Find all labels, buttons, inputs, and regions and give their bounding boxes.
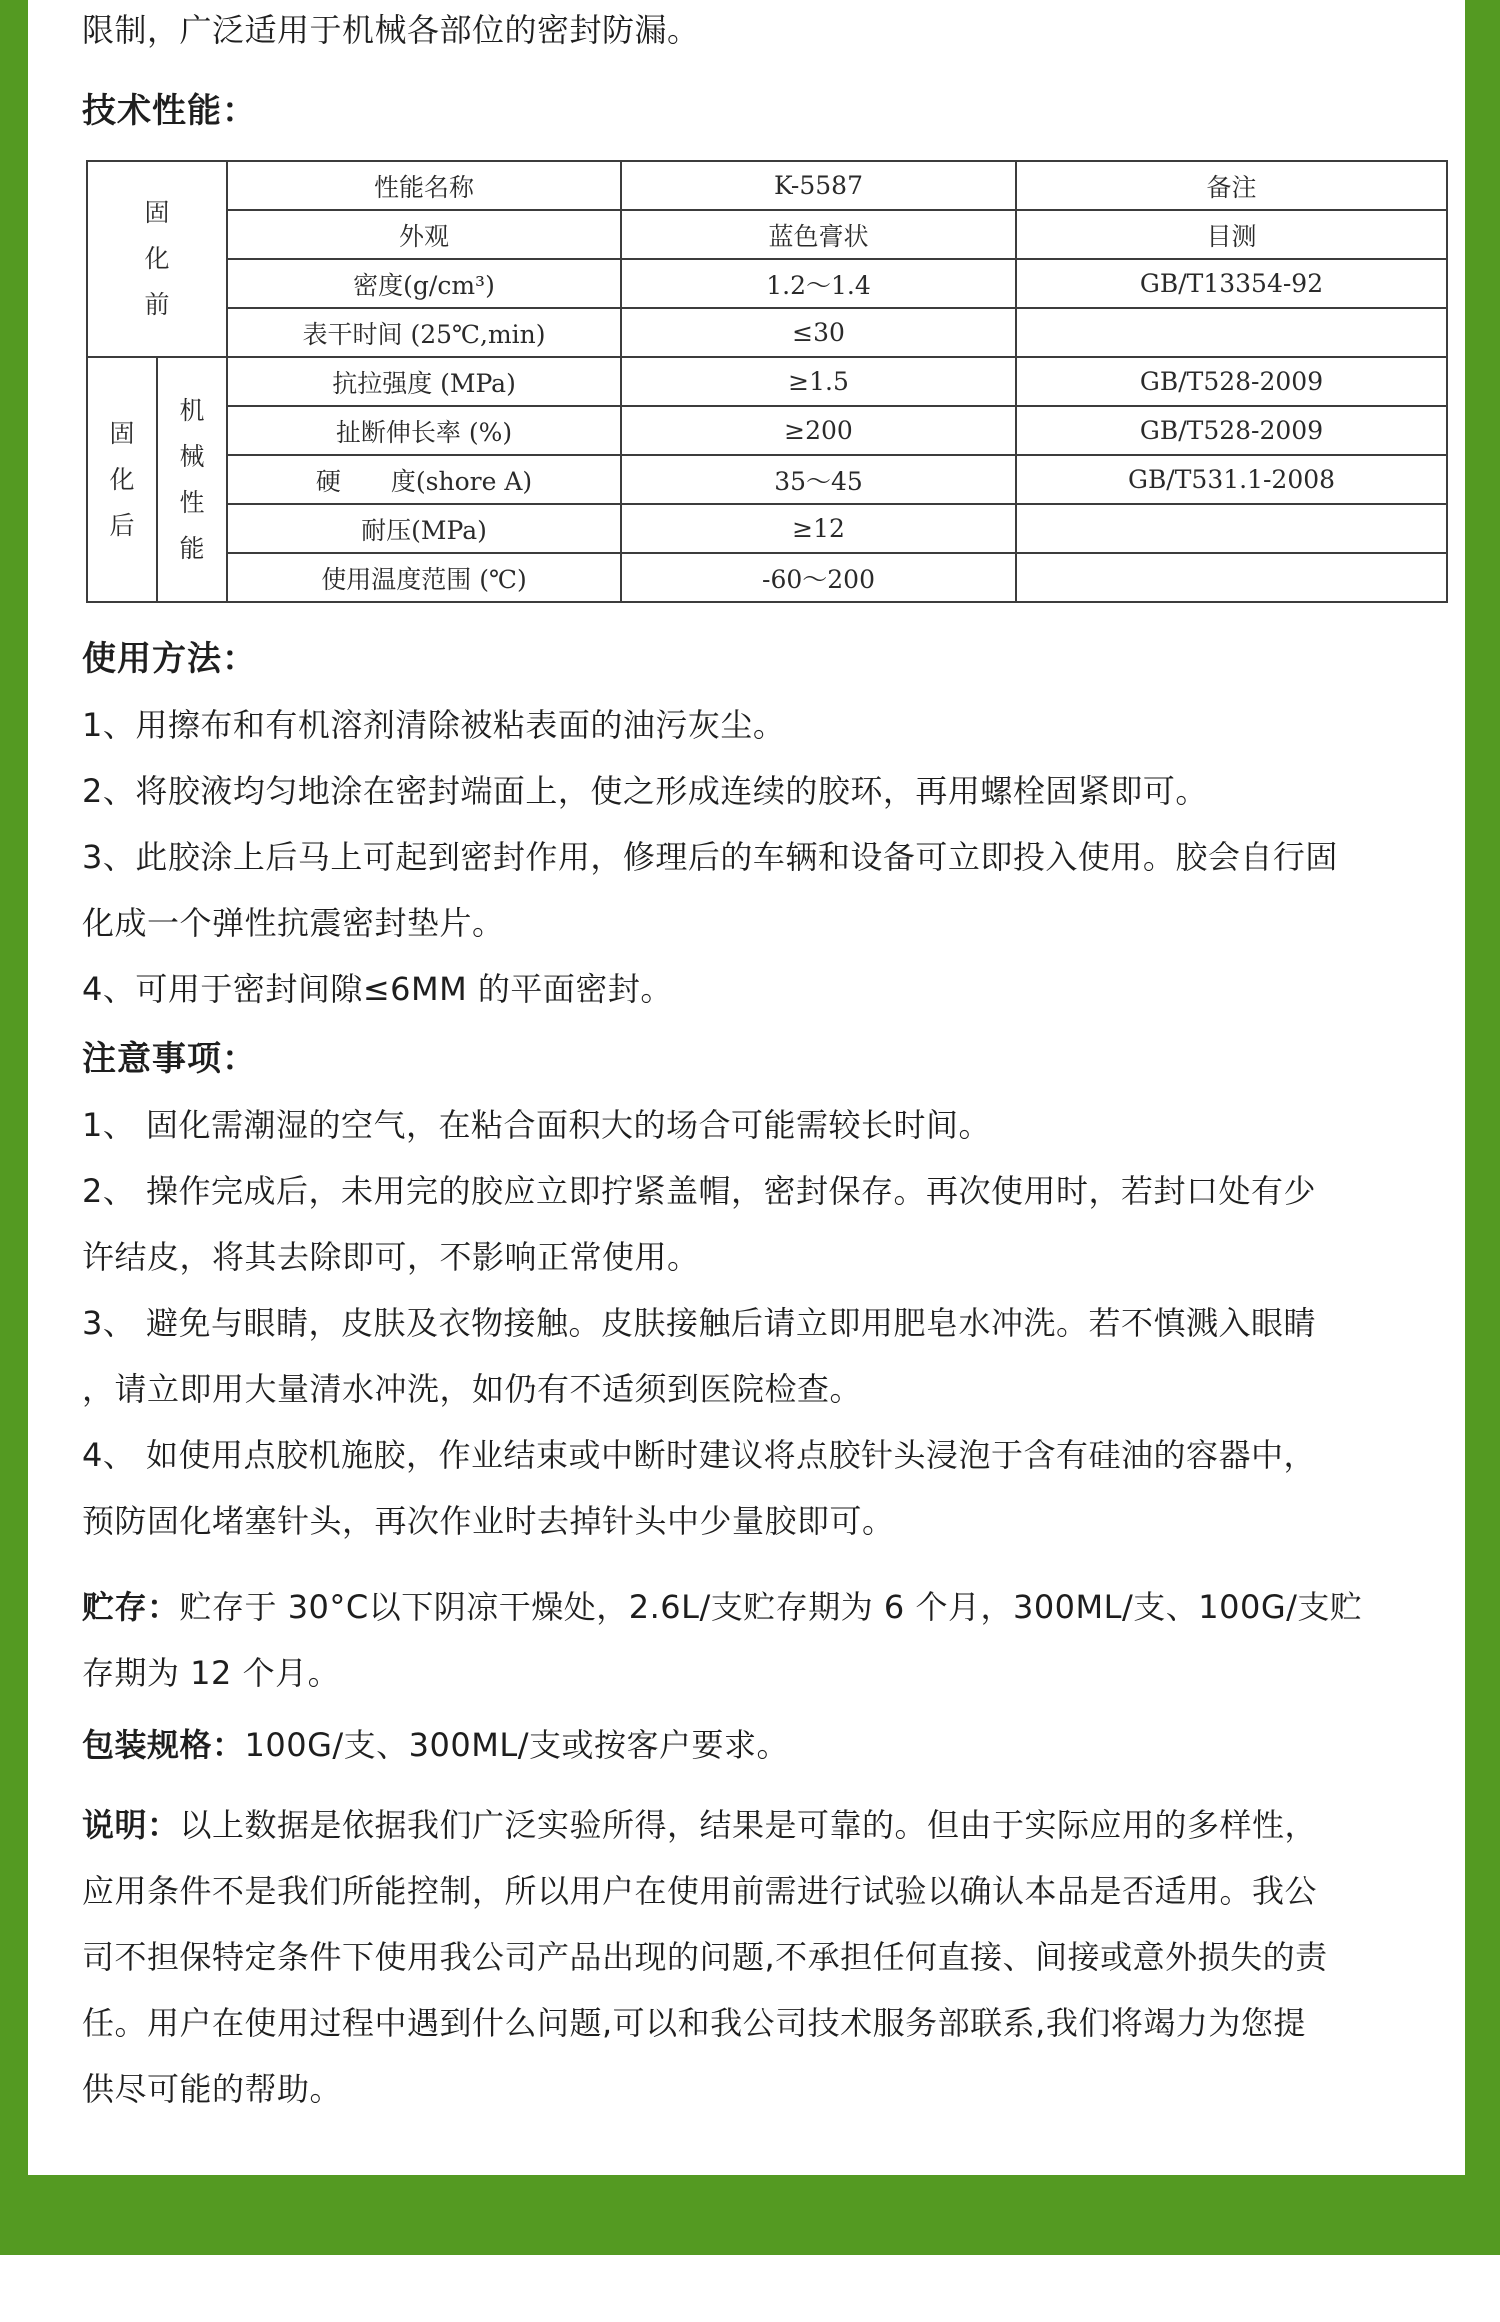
property-value: ≥1.5	[621, 357, 1016, 406]
packaging-text: 100G/支、300ML/支或按客户要求。	[244, 1726, 789, 1764]
property-name: 表干时间 (25℃,min)	[227, 308, 621, 357]
notes-line: ，请立即用大量清水冲洗，如仍有不适须到医院检查。	[82, 1370, 863, 1408]
table-row	[87, 553, 1447, 602]
property-name: 使用温度范围 (℃)	[227, 553, 621, 602]
packaging-section	[82, 1712, 789, 1778]
property-note	[1016, 553, 1447, 602]
property-name: 外观	[227, 210, 621, 259]
property-note	[1016, 308, 1447, 357]
property-value: 35～45	[621, 455, 1016, 504]
table-row	[87, 210, 1447, 259]
notes-line: 4、 如使用点胶机施胶，作业结束或中断时建议将点胶针头浸泡于含有硅油的容器中，	[82, 1436, 1317, 1474]
usage-line: 2、将胶液均匀地涂在密封端面上，使之形成连续的胶环，再用螺栓固紧即可。	[82, 772, 1208, 810]
group-mech-label: 机 械 性 能	[157, 357, 227, 602]
property-name: 密度(g/cm³)	[227, 259, 621, 308]
usage-heading: 使用方法：	[82, 639, 257, 679]
property-value: ≤30	[621, 308, 1016, 357]
disclaimer-section	[82, 1792, 1328, 2122]
property-name: 抗拉强度 (MPa)	[227, 357, 621, 406]
storage-line	[82, 1574, 1362, 1640]
table-row	[87, 504, 1447, 553]
property-value: ≥12	[621, 504, 1016, 553]
tech-heading: 技术性能：	[82, 91, 257, 131]
disclaimer-line: 司不担保特定条件下使用我公司产品出现的问题,不承担任何直接、间接或意外损失的责	[82, 1938, 1328, 1976]
notes-line: 2、 操作完成后，未用完的胶应立即拧紧盖帽，密封保存。再次使用时，若封口处有少	[82, 1172, 1317, 1210]
property-value: -60～200	[621, 553, 1016, 602]
usage-line: 4、可用于密封间隙≤6MM 的平面密封。	[82, 970, 673, 1008]
storage-line: 存期为 12 个月。	[82, 1654, 341, 1692]
property-name: 扯断伸长率 (%)	[227, 406, 621, 455]
property-value: 蓝色膏状	[621, 210, 1016, 259]
property-note: GB/T528-2009	[1016, 357, 1447, 406]
usage-line: 化成一个弹性抗震密封垫片。	[82, 904, 505, 942]
header-model: K-5587	[621, 161, 1016, 210]
packaging-label: 包装规格：	[82, 1726, 245, 1764]
disclaimer-label: 说明：	[82, 1806, 180, 1844]
notes-line: 1、 固化需潮湿的空气，在粘合面积大的场合可能需较长时间。	[82, 1106, 992, 1144]
disclaimer-line: 应用条件不是我们所能控制，所以用户在使用前需进行试验以确认本品是否适用。我公	[82, 1872, 1318, 1910]
notes-heading: 注意事项：	[82, 1039, 257, 1079]
disclaimer-line	[82, 1792, 1328, 1858]
table-row	[87, 406, 1447, 455]
disclaimer-line: 任。用户在使用过程中遇到什么问题,可以和我公司技术服务部联系,我们将竭力为您提	[82, 2004, 1306, 2042]
header-note: 备注	[1016, 161, 1447, 210]
notes-line: 预防固化堵塞针头，再次作业时去掉针头中少量胶即可。	[82, 1502, 895, 1540]
table-row	[87, 161, 1447, 210]
disclaimer-line: 供尽可能的帮助。	[82, 2070, 343, 2108]
property-value: 1.2～1.4	[621, 259, 1016, 308]
notes-line: 许结皮，将其去除即可，不影响正常使用。	[82, 1238, 700, 1276]
notes-line: 3、 避免与眼睛，皮肤及衣物接触。皮肤接触后请立即用肥皂水冲洗。若不慎溅入眼睛	[82, 1304, 1317, 1342]
usage-line: 3、此胶涂上后马上可起到密封作用，修理后的车辆和设备可立即投入使用。胶会自行固	[82, 838, 1338, 876]
table-row	[87, 259, 1447, 308]
property-name: 硬 度(shore A)	[227, 455, 621, 504]
storage-label: 贮存：	[82, 1588, 180, 1626]
property-note: GB/T528-2009	[1016, 406, 1447, 455]
property-note: GB/T531.1-2008	[1016, 455, 1447, 504]
storage-section	[82, 1574, 1362, 1706]
property-note: GB/T13354-92	[1016, 259, 1447, 308]
packaging-line	[82, 1712, 789, 1778]
property-value: ≥200	[621, 406, 1016, 455]
usage-section	[82, 626, 1338, 1022]
property-note: 目测	[1016, 210, 1447, 259]
notes-section	[82, 1026, 1316, 1554]
storage-text: 贮存于 30°C以下阴凉干燥处，2.6L/支贮存期为 6 个月，300ML/支、100G/支贮	[179, 1588, 1363, 1626]
table-row	[87, 308, 1447, 357]
property-note	[1016, 504, 1447, 553]
table-row	[87, 357, 1447, 406]
property-name: 耐压(MPa)	[227, 504, 621, 553]
group-before-label: 固 化 前	[87, 161, 227, 357]
usage-line: 1、用擦布和有机溶剂清除被粘表面的油污灰尘。	[82, 706, 786, 744]
group-after-label: 固 化 后	[87, 357, 157, 602]
spec-table	[86, 160, 1448, 603]
intro-text: 限制，广泛适用于机械各部位的密封防漏。	[82, 11, 700, 49]
table-row	[87, 455, 1447, 504]
header-name: 性能名称	[227, 161, 621, 210]
disclaimer-text: 以上数据是依据我们广泛实验所得，结果是可靠的。但由于实际应用的多样性，	[179, 1806, 1318, 1844]
